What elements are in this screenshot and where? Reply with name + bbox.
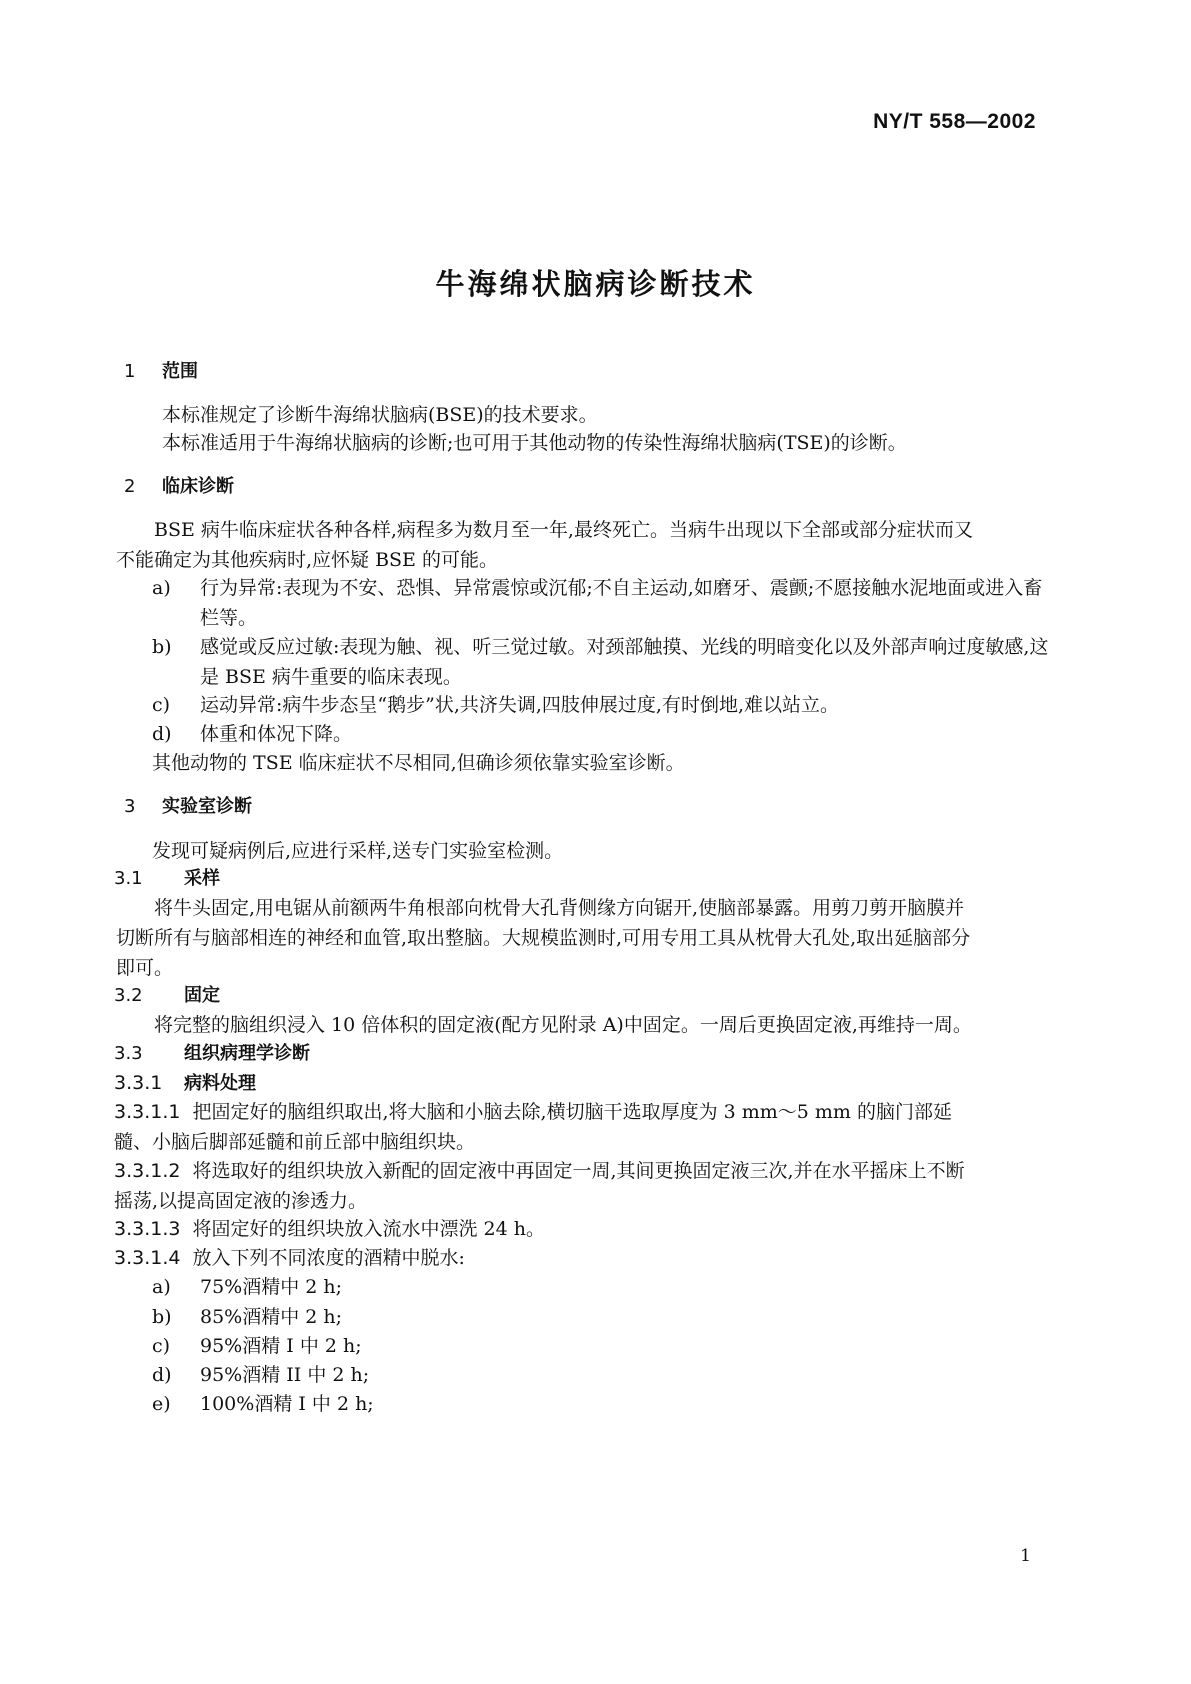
subsection-3-3-1-heading [114,1068,1044,1099]
list-item-text: 感觉或反应过敏:表现为触、视、听三觉过敏。对颈部触摸、光线的明暗变化以及外部声响过度敏感,这是 BSE 病牛重要的临床表现。 [200,636,1049,688]
list-item [114,1389,1130,1419]
clause-text: 将选取好的组织块放入新配的固定液中再固定一周,其间更换固定液三次,并在水平摇床上不断摇荡,以提高固定液的渗透力。 [114,1160,965,1212]
list-item [114,1360,1130,1390]
section-title: 实验室诊断 [162,796,252,817]
section-title: 病料处理 [184,1073,256,1094]
paragraph: 本标准适用于牛海绵状脑病的诊断;也可用于其他动物的传染性海绵状脑病(TSE)的诊断。 [162,432,907,454]
list-item-text: 85%酒精中 2 h; [200,1306,343,1328]
list-marker: a) [152,577,171,599]
section-number: 3.2 [114,985,143,1006]
list-item-text: 行为异常:表现为不安、恐惧、异常震惊或沉郁;不自主运动,如磨牙、震颤;不愿接触水泥地面或进入畜栏等。 [200,577,1043,629]
clause-number: 3.3.1.1 [114,1101,181,1123]
list-item-text: 95%酒精 I 中 2 h; [200,1335,362,1357]
page-number: 1 [1020,1546,1031,1566]
list-item-text: 运动异常:病牛步态呈“鹅步”状,共济失调,四肢伸展过度,有时倒地,难以站立。 [200,694,839,716]
clause-3-3-1-1 [114,1097,980,1157]
clause-number: 3.3.1.3 [114,1218,181,1240]
list-item [114,1272,1130,1302]
section-number: 2 [124,476,136,497]
section-number: 3.3 [114,1043,143,1064]
section-title: 固定 [184,985,220,1006]
clause-number: 3.3.1.4 [114,1247,181,1269]
list-item-text: 75%酒精中 2 h; [200,1276,343,1298]
section-number: 1 [124,361,136,382]
section-title: 临床诊断 [162,476,234,497]
section-title: 范围 [162,361,198,382]
list-item [114,719,1060,749]
clause-3-3-1-2 [114,1156,980,1216]
list-marker: e) [152,1393,171,1415]
list-marker: b) [152,1306,172,1328]
list-item [114,1302,1130,1332]
subsection-3-3-heading [114,1039,1044,1069]
clause-text: 将固定好的组织块放入流水中漂洗 24 h。 [192,1218,545,1240]
paragraph: 本标准规定了诊断牛海绵状脑病(BSE)的技术要求。 [162,404,598,426]
list-marker: b) [152,636,172,658]
list-marker: a) [152,1276,171,1298]
paragraph: 其他动物的 TSE 临床症状不尽相同,但确诊须依靠实验室诊断。 [152,752,685,774]
section-1-heading [124,357,1054,387]
section-number: 3.3.1 [114,1072,163,1094]
list-marker: d) [152,723,172,745]
section-title: 组织病理学诊断 [184,1043,310,1064]
list-item [114,690,1060,720]
paragraph: 发现可疑病例后,应进行采样,送专门实验室检测。 [152,840,564,862]
paragraph: BSE 病牛临床症状各种各样,病程多为数月至一年,最终死亡。当病牛出现以下全部或部分症状而又不能确定为其他疾病时,应怀疑 BSE 的可能。 [116,519,973,571]
clause-text: 放入下列不同浓度的酒精中脱水: [192,1247,465,1269]
list-item [114,632,1060,692]
document-title: 牛海绵状脑病诊断技术 [435,267,756,301]
list-item-text: 100%酒精 I 中 2 h; [200,1393,374,1415]
subsection-3-2-heading [114,981,1044,1011]
clause-number: 3.3.1.2 [114,1160,181,1182]
list-marker: d) [152,1364,172,1386]
section-3-heading [124,792,1054,822]
paragraph: 将牛头固定,用电锯从前额两牛角根部向枕骨大孔背侧缘方向锯开,使脑部暴露。用剪刀剪开脑膜并切断所有与脑部相连的神经和血管,取出整脑。大规模监测时,可用专用工具从枕骨大孔处,取出延脑部分即可。 [116,897,971,979]
clause-3-3-1-3 [114,1214,980,1244]
paragraph: 将完整的脑组织浸入 10 倍体积的固定液(配方见附录 A)中固定。一周后更换固定液,再维持一周。 [154,1014,972,1036]
list-marker: c) [152,694,171,716]
list-item-text: 体重和体况下降。 [200,723,353,745]
clause-3-3-1-4 [114,1243,980,1273]
clause-text: 把固定好的脑组织取出,将大脑和小脑去除,横切脑干选取厚度为 3 mm～5 mm 的脑门部延髓、小脑后脚部延髓和前丘部中脑组织块。 [114,1101,952,1153]
subsection-3-1-heading [114,864,1044,894]
section-number: 3 [124,796,136,817]
list-marker: c) [152,1335,171,1357]
list-item [114,573,1060,633]
section-title: 采样 [184,868,220,889]
section-2-heading [124,472,1054,502]
standard-code: NY/T 558—2002 [873,110,1036,133]
list-item-text: 95%酒精 II 中 2 h; [200,1364,370,1386]
list-item [114,1331,1130,1361]
section-number: 3.1 [114,868,143,889]
